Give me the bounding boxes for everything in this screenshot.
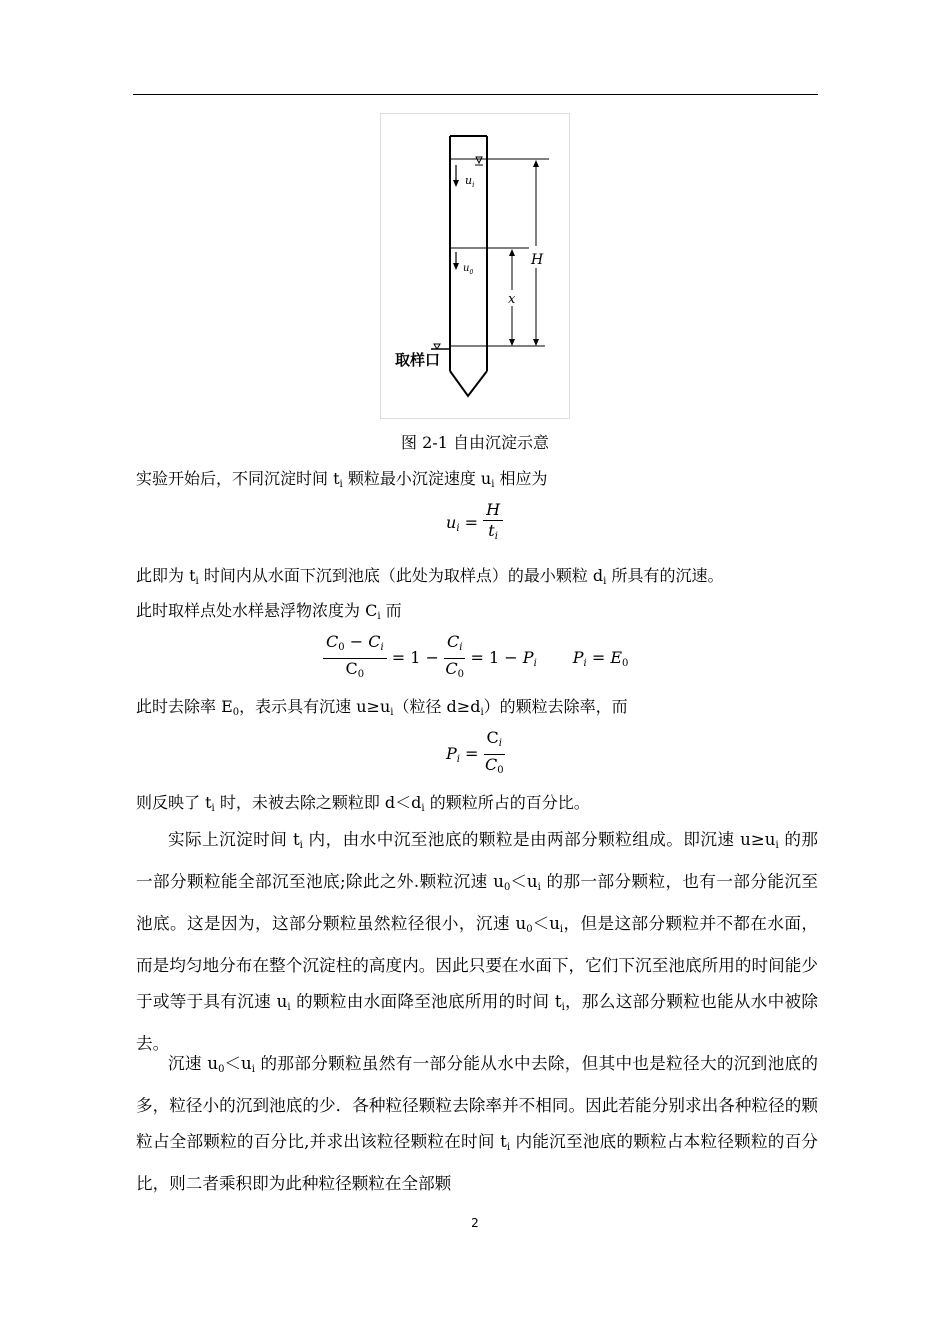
x-label: x	[508, 292, 516, 307]
paragraph-2: 沉速 $u_0<u_i$ 的那部分颗粒虽然有一部分能从水中去除，但其中也是粒径大的沉到池底的多，粒径小的沉到池底的少．各种粒径颗粒去除率并不相同。因此若能分别求出各种粒径的颗粒占全部颗粒的百分比,并求出该粒径颗粒在时间 $t_i$ 内能沉至池底的颗粒占本粒径颗粒的百分比，则二者乘积即为此种粒径颗粒在全部颗	[136, 1054, 818, 1193]
text-line-4: 此时去除率 $E_0$，表示具有沉速 $u\ge u_i$（粒径 $d\ge d_i$）的颗粒去除率，而	[136, 697, 628, 718]
page-number: 2	[471, 1216, 479, 1230]
sampling-port-label: 取样口	[395, 351, 441, 369]
text-line-5: 则反映了 $t_i$ 时，未被去除之颗粒即 $d<d_i$ 的颗粒所占的百分比。	[136, 793, 590, 814]
settling-column-diagram	[381, 114, 571, 420]
text-line-1: 实验开始后，不同沉淀时间 $t_i$ 颗粒最小沉淀速度 $u_i$ 相应为	[136, 469, 548, 490]
equation-pi: $P_i$ = $\frac{C_i}{C_0}$	[446, 728, 504, 776]
figure-caption: 图 2-1 自由沉淀示意	[401, 433, 549, 452]
text-line-2: 此即为 $t_i$ 时间内从水面下沉到池底（此处为取样点）的最小颗粒 $d_i$ 所具有的沉速。	[136, 566, 724, 587]
u-top-label: $u_i$	[465, 174, 475, 189]
h-label: H	[531, 252, 544, 268]
settling-column-figure	[380, 113, 570, 419]
u-bottom-label: $u_0$	[463, 263, 474, 276]
equation-removal: $\frac{C_0 - C_i}{C_0}$ = 1 − $\frac{C_i}{C_0}$ = $1 - P_i$ $P_i = E_0$	[323, 632, 628, 685]
equation-ui: $u_i$ = $\frac{H}{t_i}$	[446, 500, 503, 547]
paragraph-1: 实际上沉淀时间 $t_i$ 内，由水中沉至池底的颗粒是由两部分颗粒组成。即沉速 $u\ge u_i$ 的那一部分颗粒能全部沉至池底;除此之外.颗粒沉速 $u_0<u_i$ 的那一部分颗粒，也有一部分能沉至池底。这是因为，这部分颗粒虽然粒径很小，沉速 $u_0<u_i$，但是这部分颗粒并不都在水面，而是均匀地分布在整个沉淀柱的高度内。因此只要在水面下，它们下沉至池底所用的时间能少于或等于具有沉速 $u_i$ 的颗粒由水面降至池底所用的时间 $t_i$，那么这部分颗粒也能从水中被除去。	[136, 830, 819, 1053]
text-line-3: 此时取样点处水样悬浮物浓度为 $C_i$ 而	[136, 601, 402, 622]
header-rule	[133, 94, 818, 95]
